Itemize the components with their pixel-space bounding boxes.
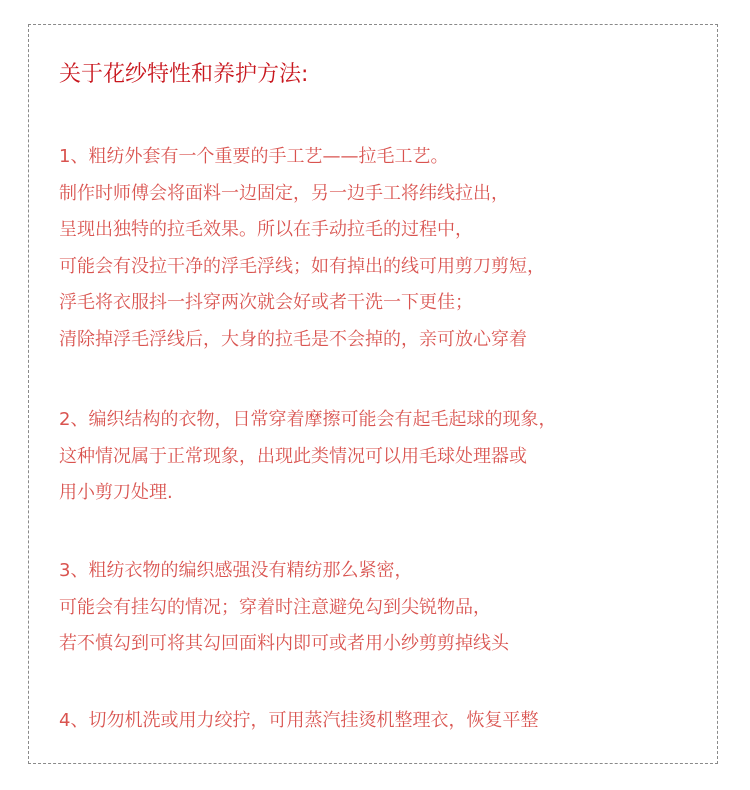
care-text-line: 1、粗纺外套有一个重要的手工艺——拉毛工艺。	[59, 146, 449, 167]
care-section-3	[59, 553, 509, 663]
care-text-line: 若不慎勾到可将其勾回面料内即可或者用小纱剪剪掉线头	[59, 633, 509, 654]
care-text-line: 浮毛将衣服抖一抖穿两次就会好或者干洗一下更佳；	[59, 292, 473, 313]
care-text-line: 3、粗纺衣物的编织感强没有精纺那么紧密，	[59, 560, 413, 581]
care-section-1	[59, 139, 545, 358]
care-text-line: 呈现出独特的拉毛效果。所以在手动拉毛的过程中，	[59, 219, 473, 240]
care-text-line: 可能会有挂勾的情况；穿着时注意避免勾到尖锐物品，	[59, 596, 491, 618]
care-text-line: 制作时师傅会将面料一边固定，另一边手工将纬线拉出，	[59, 182, 509, 204]
care-text-line: 2、编织结构的衣物，日常穿着摩擦可能会有起毛起球的现象，	[59, 409, 557, 430]
care-section-2	[59, 402, 556, 512]
care-text-line: 4、切勿机洗或用力绞拧，可用蒸汽挂烫机整理衣，恢复平整	[59, 710, 539, 731]
care-title: 关于花纱特性和养护方法:	[59, 62, 309, 87]
care-text-line: 用小剪刀处理.	[59, 482, 173, 503]
care-section-4	[59, 703, 538, 740]
care-text-line: 清除掉浮毛浮线后，大身的拉毛是不会掉的，亲可放心穿着	[59, 328, 527, 350]
care-text-line: 可能会有没拉干净的浮毛浮线；如有掉出的线可用剪刀剪短，	[59, 255, 545, 277]
care-text-line: 这种情况属于正常现象，出现此类情况可以用毛球处理器或	[59, 445, 527, 467]
care-info-card	[28, 24, 718, 764]
